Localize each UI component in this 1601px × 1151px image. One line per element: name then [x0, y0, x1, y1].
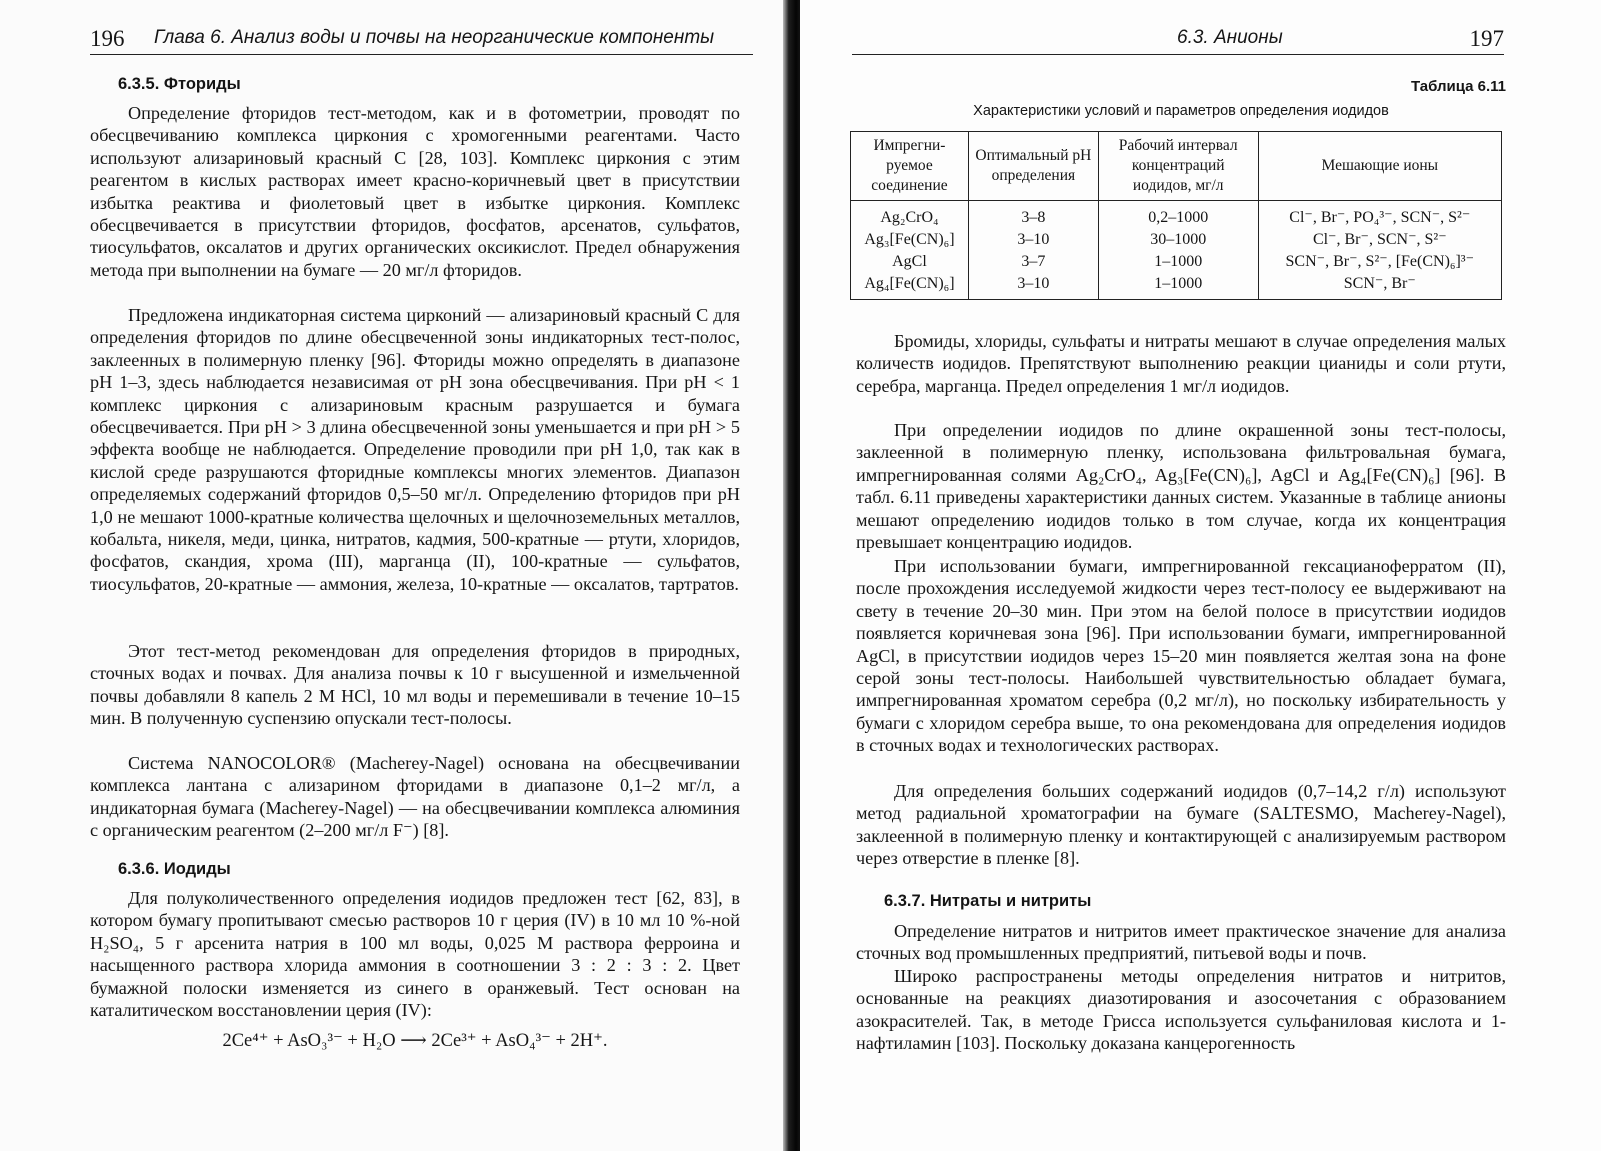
paragraph: Предложена индикаторная система цирконий — ализариновый красный С для определения фторидов по длине обесцвеченной зоны индикаторных тест-полос, заклеенных в полимерную пленку [96]. Фториды можно определять в диапазоне pH 1–3, здесь наблюдается независимая от pH зона обесцвечивания. При pH < 1 комплекс циркония с ализариновым красным разрушается и бумага обесцвечивается. При pH > 3 длина обесцвеченной зоны уменьшается и при pH > 5 эффекта вообще не наблюдается. Определение проводили при pH 1,0, так как в кислой среде разрушаются фторидные комплексы многих элементов. Диапазон определяемых содержаний фторидов 0,5–50 мг/л. Определению фторидов при pH 1,0 не мешают 1000-кратные количества щелочных и щелочноземельных металлов, кобальта, никеля, меди, цинка, нитратов, кадмия, 500-кратные — ртути, хлоридов, фосфатов, скандия, хрома (III), марганца (II), 100-кратные — сульфатов, тиосульфатов, 20-кратные — аммония, железа, 10-кратные — оксалатов, тартратов. [90, 305, 740, 594]
running-head-right [852, 24, 1504, 55]
table-row [851, 273, 1502, 300]
table-cell: Ag₂CrO₄ [851, 201, 969, 230]
left-page [0, 0, 790, 1151]
running-head-left [90, 24, 753, 55]
table-cell: SCN⁻, Br⁻, S²⁻, [Fe(CN)₆]³⁻ [1258, 251, 1501, 273]
paragraph: Определение нитратов и нитритов имеет практическое значение для анализа сточных вод промышленных предприятий, питьевой воды и почв. [856, 921, 1506, 964]
paragraph: Для полуколичественного определения иодидов предложен тест [62, 83], в котором бумагу пропитывают смесью растворов 10 г церия (IV) в 10 мл 10 %-ной H₂SO₄, 5 г арсенита натрия в 100 мл воды, 0,025 М раствора ферроина и насыщенного раствора хлорида аммония в соотношении 3 : 2 : 3 : 2. Цвет бумажной полоски изменяется из синего в оранжевый. Тест основан на каталитическом восстановлении церия (IV): [90, 888, 740, 1021]
formula: 2Ce⁴⁺ + AsO₃³⁻ + H₂O ⟶ 2Ce³⁺ + AsO₄³⁻ + 2H⁺. [222, 1031, 608, 1051]
table-cell: 3–8 [968, 201, 1098, 230]
paragraph: При использовании бумаги, импрегнированной гексацианоферратом (II), после прохождения исследуемой жидкости через тест-полосу ее выдерживают на свету в течение 20–30 мин. При этом на белой полосе в присутствии иодидов появляется коричневая зона [96]. При использовании бумаги, импрегнированной AgCl, в присутствии иодидов через 15–20 мин появляется желтая зона на фоне серой зоны тест-полосы. Наибольшей чувствительностью обладает бумага, импрегнированная хроматом серебра (0,2 мг/л), но поскольку избирательность у бумаги с хлоридом серебра выше, то она рекомендована для определения иодидов в сточных водах и технологических растворах. [856, 556, 1506, 756]
data-table [850, 131, 1502, 300]
table-cell: AgCl [851, 251, 969, 273]
table-cell: 1–1000 [1098, 251, 1258, 273]
table-cell: 30–1000 [1098, 229, 1258, 251]
paragraph: При определении иодидов по длине окрашенной зоны тест-полосы, заклеенной в полимерную пленку, использована фильтровальная бумага, импрегнированная солями Ag₂CrO₄, Ag₃[Fe(CN)₆], AgCl и Ag₄[Fe(CN)₆] [96]. В табл. 6.11 приведены характеристики данных систем. Указанные в таблице анионы мешают определению иодидов только в том случае, когда их концентрация превышает концентрацию иодидов. [856, 420, 1506, 553]
page-number: 197 [1469, 26, 1504, 51]
table-caption: Характеристики условий и параметров определения иодидов [973, 103, 1389, 119]
table-row [851, 251, 1502, 273]
table-cell: Ag₄[Fe(CN)₆] [851, 273, 969, 300]
section-title-iodides: 6.3.6. Иодиды [118, 860, 231, 878]
table-cell: Cl⁻, Br⁻, SCN⁻, S²⁻ [1258, 229, 1501, 251]
paragraph: Система NANOCOLOR® (Macherey-Nagel) основана на обесцвечивании комплекса лантана с ализарином фторидами в диапазоне 0,1–2 мг/л, а индикаторная бумага (Macherey-Nagel) — на обесцвечивании комплекса алюминия с органическим реагентом (2–200 мг/л F⁻) [8]. [90, 753, 740, 841]
table-cell: 0,2–1000 [1098, 201, 1258, 230]
table-cell: Cl⁻, Br⁻, PO₄³⁻, SCN⁻, S²⁻ [1258, 201, 1501, 230]
chapter-title: Глава 6. Анализ воды и почвы на неорганические компоненты [154, 27, 715, 48]
paragraph: Этот тест-метод рекомендован для определения фторидов в природных, сточных водах и почвах. Для анализа почвы к 10 г высушенной и измельченной почвы добавляли 8 капель 2 М HCl, 10 мл воды и перемешивали в течение 10–15 мин. В полученную суспензию опускали тест-полосы. [90, 641, 740, 729]
paragraph: Широко распространены методы определения нитратов и нитритов, основанные на реакциях диазотирования и азосочетания с образованием азокрасителей. Так, в методе Грисса используется сульфаниловая кислота и 1-нафтиламин [103]. Поскольку доказана канцерогенность [856, 966, 1506, 1054]
table-cell: 1–1000 [1098, 273, 1258, 300]
paragraph: Определение фторидов тест-методом, как и в фотометрии, проводят по обесцвечиванию комплекса циркония с хромогенными реагентами. Часто используют ализариновый красный С [28, 103]. Комплекс циркония с этим реагентом в кислых растворах имеет красно-коричневый цвет в присутствии избытка реактива и фиолетовый цвет в избытке циркония. Комплекс обесцвечивается в присутствии фторидов, фосфатов, арсенатов, сульфатов, тиосульфатов, оксалатов и других органических оксикислот. Предел обнаружения метода при выполнении на бумаге — 20 мг/л фторидов. [90, 103, 740, 280]
table-header-cell: Оптимальный pH определения [968, 132, 1098, 201]
table-cell: 3–10 [968, 273, 1098, 300]
table-cell: SCN⁻, Br⁻ [1258, 273, 1501, 300]
section-title-nitrates: 6.3.7. Нитраты и нитриты [884, 892, 1092, 910]
right-page [800, 0, 1601, 1151]
page-number: 196 [90, 26, 125, 51]
table-header-cell: Мешающие ионы [1258, 132, 1501, 201]
table-header-cell: Рабочий интервал концентраций иодидов, мг/л [1098, 132, 1258, 201]
table-label: Таблица 6.11 [1410, 78, 1506, 95]
table-cell: Ag₃[Fe(CN)₆] [851, 229, 969, 251]
table-row [851, 229, 1502, 251]
table-cell: 3–10 [968, 229, 1098, 251]
section-title-fluorides: 6.3.5. Фториды [118, 75, 241, 93]
paragraph: Для определения больших содержаний иодидов (0,7–14,2 г/л) используют метод радиальной хроматографии на бумаге (SALTESMO, Macherey-Nagel), заклеенной в полимерную пленку и контактирующей с анализируемым раствором через отверстие в пленке [8]. [856, 781, 1506, 869]
table-cell: 3–7 [968, 251, 1098, 273]
table-row [851, 201, 1502, 230]
table-header-row [851, 132, 1502, 201]
table-header-cell: Импрегни-руемое соединение [851, 132, 969, 201]
section-name: 6.3. Анионы [1177, 27, 1283, 48]
paragraph: Бромиды, хлориды, сульфаты и нитраты мешают в случае определения малых количеств иодидов. Препятствуют выполнению реакции цианиды и соли ртути, серебра, марганца. Предел определения 1 мг/л иодидов. [856, 331, 1506, 396]
